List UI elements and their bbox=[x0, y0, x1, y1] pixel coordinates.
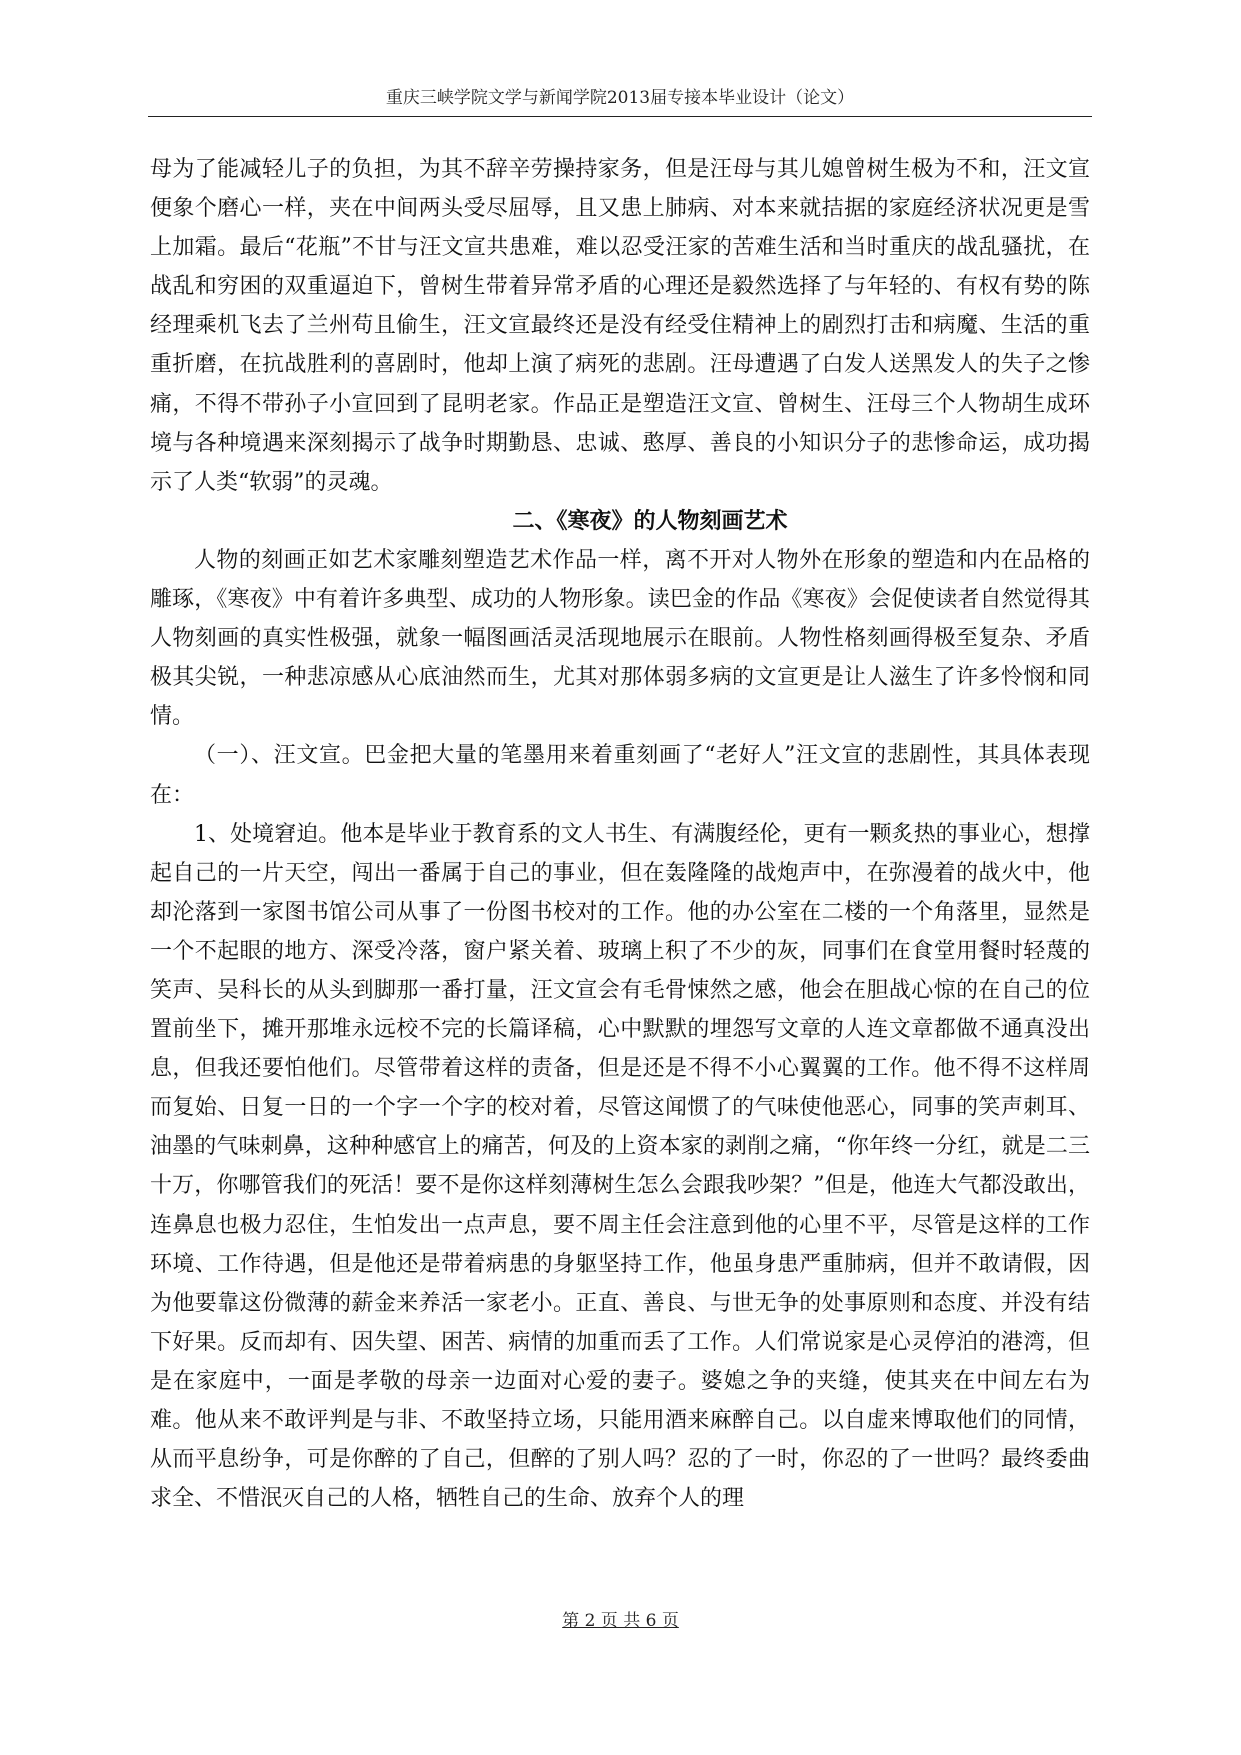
body-paragraph-1: 母为了能减轻儿子的负担，为其不辞辛劳操持家务，但是汪母与其儿媳曾树生极为不和，汪文宣便象个磨心一样，夹在中间两头受尽屈辱，且又患上肺病、对本来就拮据的家庭经济状况更是雪上加霜。最后“花瓶”不甘与汪文宣共患难，难以忍受汪家的苦难生活和当时重庆的战乱骚扰，在战乱和穷困的双重逼迫下，曾树生带着异常矛盾的心理还是毅然选择了与年轻的、有权有势的陈经理乘机飞去了兰州苟且偷生，汪文宣最终还是没有经受住精神上的剧烈打击和病魔、生活的重重折磨，在抗战胜利的喜剧时，他却上演了病死的悲剧。汪母遭遇了白发人送黑发人的失子之惨痛，不得不带孙子小宣回到了昆明老家。作品正是塑造汪文宣、曾树生、汪母三个人物胡生成环境与各种境遇来深刻揭示了战争时期勤恳、忠诚、憨厚、善良的小知识分子的悲惨命运，成功揭示了人类“软弱”的灵魂。 bbox=[150, 157, 1090, 495]
page-footer bbox=[0, 1606, 1241, 1631]
page-header bbox=[148, 86, 1092, 117]
section-heading: 二、《寒夜》的人物刻画艺术 bbox=[512, 507, 788, 534]
page-body bbox=[150, 150, 1090, 1518]
body-paragraph-3: （一）、汪文宣。巴金把大量的笔墨用来着重刻画了“老好人”汪文宣的悲剧性，其具体表现在： bbox=[150, 743, 1090, 808]
body-paragraph-4: 1、处境窘迫。他本是毕业于教育系的文人书生、有满腹经伦，更有一颗炙热的事业心，想撑起自己的一片天空，闯出一番属于自己的事业，但在轰隆隆的战炮声中，在弥漫着的战火中，他却沦落到一家图书馆公司从事了一份图书校对的工作。他的办公室在二楼的一个角落里，显然是一个不起眼的地方、深受冷落，窗户紧关着、玻璃上积了不少的灰，同事们在食堂用餐时轻蔑的笑声、吴科长的从头到脚那一番打量，汪文宣会有毛骨悚然之感，他会在胆战心惊的在自己的位置前坐下，摊开那堆永远校不完的长篇译稿，心中默默的埋怨写文章的人连文章都做不通真没出息，但我还要怕他们。尽管带着这样的责备，但是还是不得不小心翼翼的工作。他不得不这样周而复始、日复一日的一个字一个字的校对着，尽管这闻惯了的气味使他恶心，同事的笑声刺耳、油墨的气味刺鼻，这种种感官上的痛苦，何及的上资本家的剥削之痛，“你年终一分红，就是二三十万，你哪管我们的死活！要不是你这样刻薄树生怎么会跟我吵架？”但是，他连大气都没敢出，连鼻息也极力忍住，生怕发出一点声息，要不周主任会注意到他的心里不平，尽管是这样的工作环境、工作待遇，但是他还是带着病患的身躯坚持工作，他虽身患严重肺病，但并不敢请假，因为他要靠这份微薄的薪金来养活一家老小。正直、善良、与世无争的处事原则和态度、并没有结下好果。反而却有、因失望、困苦、病情的加重而丢了工作。人们常说家是心灵停泊的港湾，但是在家庭中，一面是孝敬的母亲一边面对心爱的妻子。婆媳之争的夹缝，使其夹在中间左右为难。他从来不敢评判是与非、不敢坚持立场，只能用酒来麻醉自己。以自虚来博取他们的同情，从而平息纷争，可是你醉的了自己，但醉的了别人吗？忍的了一时，你忍的了一世吗？最终委曲求全、不惜泯灭自己的人格，牺牲自己的生命、放弃个人的理 bbox=[150, 821, 1090, 1512]
body-paragraph-2: 人物的刻画正如艺术家雕刻塑造艺术作品一样，离不开对人物外在形象的塑造和内在品格的雕琢，《寒夜》中有着许多典型、成功的人物形象。读巴金的作品《寒夜》会促使读者自然觉得其人物刻画的真实性极强，就象一幅图画活灵活现地展示在眼前。人物性格刻画得极至复杂、矛盾极其尖锐，一种悲凉感从心底油然而生，尤其对那体弱多病的文宣更是让人滋生了许多怜悯和同情。 bbox=[150, 547, 1090, 730]
header-title: 重庆三峡学院文学与新闻学院2013届专接本毕业设计（论文） bbox=[385, 88, 855, 108]
page-number-label: 第 2 页 共 6 页 bbox=[562, 1611, 679, 1631]
